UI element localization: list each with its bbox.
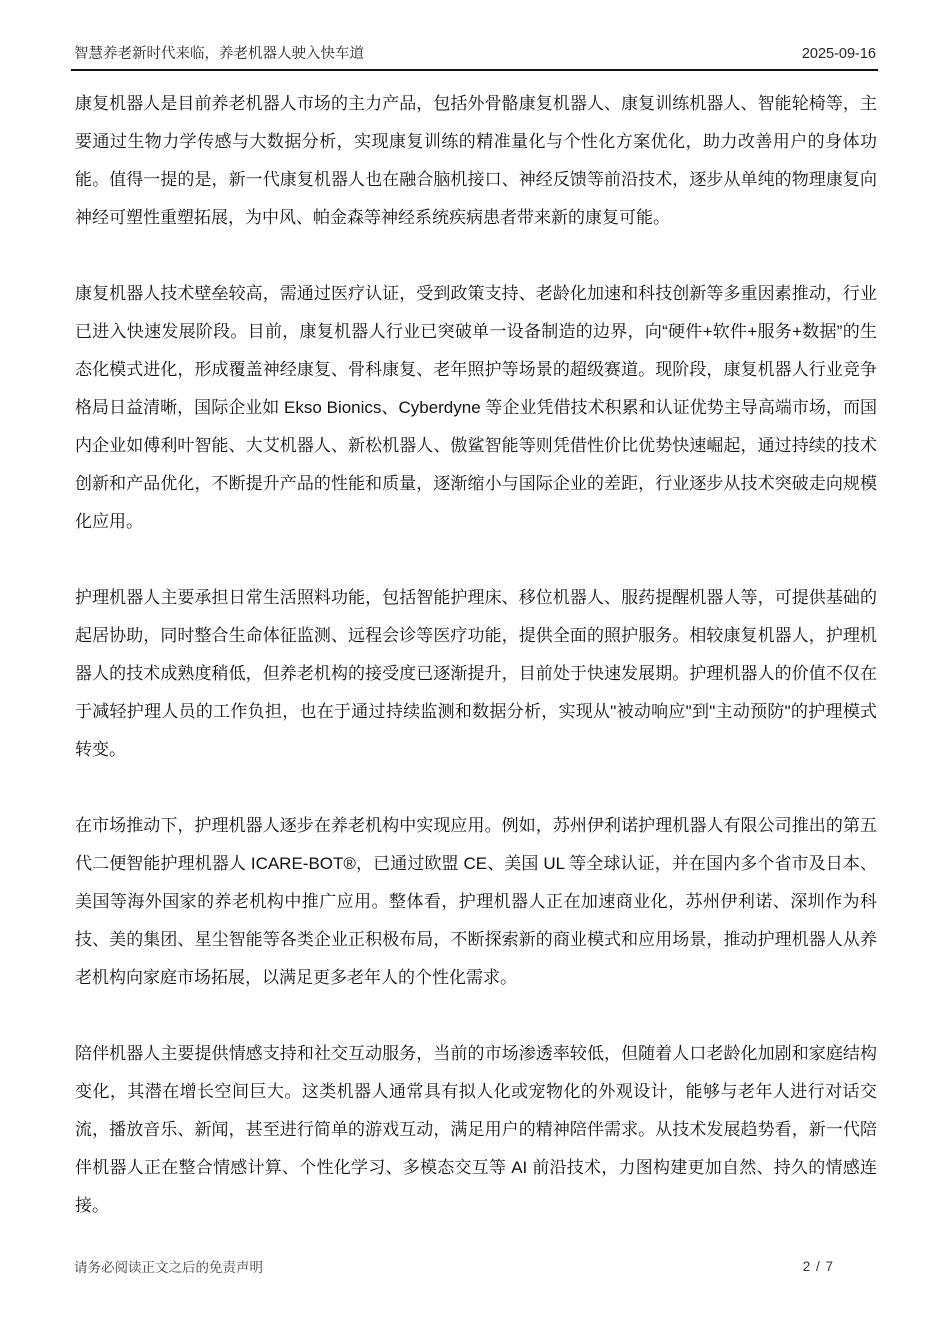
header-divider (71, 69, 878, 71)
page-footer (74, 1256, 878, 1276)
paragraph-nursing-robot-overview: 护理机器人主要承担日常生活照料功能，包括智能护理床、移位机器人、服药提醒机器人等，可提供基础的起居协助，同时整合生命体征监测、远程会诊等医疗功能，提供全面的照护服务。相较康复机器人，护理机器人的技术成熟度稍低，但养老机构的接受度已逐渐提升，目前处于快速发展期。护理机器人的价值不仅在于减轻护理人员的工作负担，也在于通过持续监测和数据分析，实现从"被动响应"到"主动预防"的护理模式转变。 (75, 588, 877, 759)
page-header (74, 44, 876, 64)
paragraph-companion-robot: 陪伴机器人主要提供情感支持和社交互动服务，当前的市场渗透率较低，但随着人口老龄化加剧和家庭结构变化，其潜在增长空间巨大。这类机器人通常具有拟人化或宠物化的外观设计，能够与老年人进行对话交流，播放音乐、新闻，甚至进行简单的游戏互动，满足用户的精神陪伴需求。从技术发展趋势看，新一代陪伴机器人正在整合情感计算、个性化学习、多模态交互等 AI 前沿技术，力图构建更加自然、持久的情感连接。 (75, 1044, 877, 1215)
paragraph-nursing-robot-application: 在市场推动下，护理机器人逐步在养老机构中实现应用。例如，苏州伊利诺护理机器人有限公司推出的第五代二便智能护理机器人 ICARE-BOT®，已通过欧盟 CE、美国 UL 等全球认证，并在国内多个省市及日本、美国等海外国家的养老机构中推广应用。整体看，护理机器人正在加速商业化，苏州伊利诺、深圳作为科技、美的集团、星尘智能等各类企业正积极布局，不断探索新的商业模式和应用场景，推动护理机器人从养老机构向家庭市场拓展，以满足更多老年人的个性化需求。 (75, 816, 877, 987)
document-body (75, 85, 877, 1225)
paragraph-rehab-robot-overview: 康复机器人是目前养老机器人市场的主力产品，包括外骨骼康复机器人、康复训练机器人、智能轮椅等，主要通过生物力学传感与大数据分析，实现康复训练的精准量化与个性化方案优化，助力改善用户的身体功能。值得一提的是，新一代康复机器人也在融合脑机接口、神经反馈等前沿技术，逐步从单纯的物理康复向神经可塑性重塑拓展，为中风、帕金森等神经系统疾病患者带来新的康复可能。 (75, 94, 877, 227)
footer-page-number: 2 / 7 (802, 1258, 834, 1274)
report-date: 2025-09-16 (801, 46, 876, 62)
report-title: 智慧养老新时代来临，养老机器人驶入快车道 (74, 46, 364, 62)
paragraph-rehab-robot-industry: 康复机器人技术壁垒较高，需通过医疗认证，受到政策支持、老龄化加速和科技创新等多重因素推动，行业已进入快速发展阶段。目前，康复机器人行业已突破单一设备制造的边界，向“硬件+软件+服务+数据”的生态化模式进化，形成覆盖神经康复、骨科康复、老年照护等场景的超级赛道。现阶段，康复机器人行业竞争格局日益清晰，国际企业如 Ekso Bionics、Cyberdyne 等企业凭借技术积累和认证优势主导高端市场，而国内企业如傅利叶智能、大艾机器人、新松机器人、傲鲨智能等则凭借性价比优势快速崛起，通过持续的技术创新和产品优化，不断提升产品的性能和质量，逐渐缩小与国际企业的差距，行业逐步从技术突破走向规模化应用。 (75, 284, 877, 531)
footer-disclaimer: 请务必阅读正文之后的免责声明 (74, 1260, 263, 1275)
